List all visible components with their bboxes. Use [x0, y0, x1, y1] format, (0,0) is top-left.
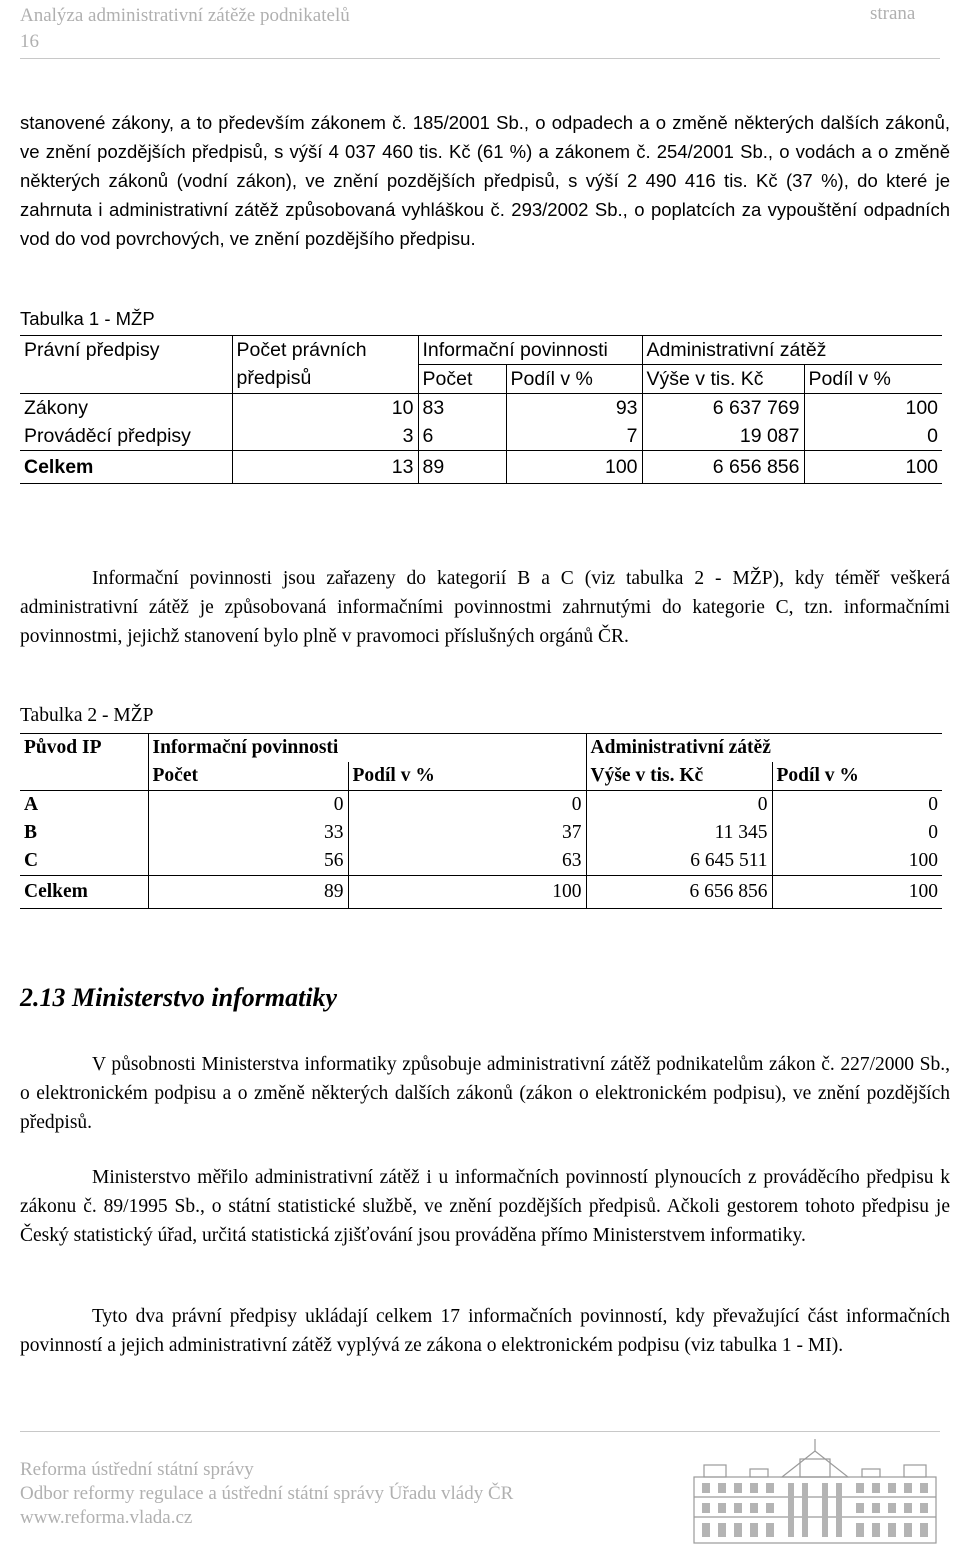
table-row	[20, 394, 942, 423]
t1-cell: 0	[927, 425, 939, 447]
t1-cell: 100	[905, 456, 939, 478]
t1-cell: Prováděcí předpisy	[20, 422, 232, 451]
paragraph-4: Ministerstvo měřilo administrativní zátěž i u informačních povinností plynoucích z prováděcího předpisu k zákonu č. 89/1995 Sb., o státní statistické službě, ve znění pozdějších předpisů. Ačkoli gestorem tohoto předpisu je Český statistický úřad, určitá statistická zjišťování jsou prováděna přímo Ministerstvem informatiky.	[20, 1167, 950, 1246]
footer-line-2: Odbor reformy regulace a ústřední státní správy Úřadu vlády ČR	[20, 1483, 514, 1504]
t2-cell: 0	[928, 794, 939, 815]
t2-cell: 63	[348, 847, 586, 876]
t1-cell: 6 637 769	[642, 394, 804, 423]
t1-cell: 10	[232, 394, 418, 423]
t2-cell: C	[20, 847, 148, 876]
paragraph-1: stanovené zákony, a to především zákonem č. 185/2001 Sb., o odpadech a o změně některých dalších zákonů, ve znění pozdějších předpisů, s výší 4 037 460 tis. Kč (61 %) a zákonem č. 254/2001 Sb., o vodách a o změně některých zákonů (vodní zákon), ve znění pozdějších předpisů, s výší 2 490 416 tis. Kč (37 %), do které je zahrnuta i administrativní zátěž způsobovaná vyhláškou č. 293/2002 Sb., o poplatcích za vypouštění odpadních vod do vod povrchových, ve znění pozdějšího předpisu.	[20, 112, 950, 249]
table2	[20, 733, 942, 909]
t2-cell: 89	[148, 876, 348, 909]
t2-cell: 11 345	[586, 819, 772, 847]
table1	[20, 335, 942, 484]
t1-cell: 13	[232, 451, 418, 484]
t1-cell: 83	[418, 394, 506, 423]
t2-header-puvod: Původ IP	[20, 734, 148, 763]
t2-cell: 6 645 511	[586, 847, 772, 876]
t2-cell: Celkem	[20, 876, 148, 909]
page-header	[20, 3, 350, 55]
section-heading: 2.13 Ministerstvo informatiky	[20, 983, 338, 1012]
t1-cell: 7	[506, 422, 642, 451]
t2-cell: 100	[348, 876, 586, 909]
t2-cell: 0	[928, 822, 939, 843]
paragraph-3: V působnosti Ministerstva informatiky způsobuje administrativní zátěž podnikatelům zákon č. 227/2000 Sb., o elektronickém podpisu a o změně některých dalších zákonů (zákon o elektronickém podpisu), ve znění pozdějších předpisů.	[20, 1054, 950, 1133]
t1-header-info: Informační povinnosti	[418, 336, 642, 365]
t2-header-vyse: Výše v tis. Kč	[586, 762, 772, 791]
t2-cell: 0	[348, 791, 586, 820]
header-title: Analýza administrativní zátěže podnikatelů	[20, 5, 350, 26]
t1-header-pocet-pravnich: Počet právních předpisů	[232, 336, 418, 394]
t1-cell: 19 087	[642, 422, 804, 451]
t2-cell: 56	[148, 847, 348, 876]
t1-cell: 100	[506, 451, 642, 484]
table-row	[20, 819, 942, 847]
t1-header-pravni: Právní předpisy	[20, 336, 232, 394]
header-page-number: 16	[20, 31, 39, 52]
t1-cell: Zákony	[20, 394, 232, 423]
t2-header-podil: Podíl v %	[348, 762, 586, 791]
t1-header-admin: Administrativní zátěž	[642, 336, 942, 365]
government-building-icon	[690, 1437, 940, 1547]
t1-header-podil: Podíl v %	[506, 365, 642, 394]
t2-cell: 100	[908, 850, 939, 871]
table2-caption: Tabulka 2 - MŽP	[20, 705, 154, 726]
table1-caption: Tabulka 1 - MŽP	[20, 308, 155, 329]
t1-cell: 93	[506, 394, 642, 423]
t2-header-info: Informační povinnosti	[148, 734, 586, 763]
t2-cell: A	[20, 791, 148, 820]
t1-cell: Celkem	[20, 451, 232, 484]
t2-cell: 0	[586, 791, 772, 820]
footer-line-1: Reforma ústřední státní správy	[20, 1459, 254, 1480]
t2-cell: B	[20, 819, 148, 847]
t1-cell: 3	[232, 422, 418, 451]
t2-header-empty	[20, 762, 148, 791]
header-rule	[20, 58, 940, 59]
paragraph-2: Informační povinnosti jsou zařazeny do kategorií B a C (viz tabulka 2 - MŽP), kdy téměř veškerá administrativní zátěž je způsobovaná informačními povinnostmi zahrnutými do kategorie C, tzn. informačními povinnostmi, jejichž stanovení bylo plně v pravomoci příslušných orgánů ČR.	[20, 568, 950, 647]
t1-cell: 89	[418, 451, 506, 484]
t2-header-pocet: Počet	[148, 762, 348, 791]
table-total-row	[20, 876, 942, 909]
t2-cell: 100	[908, 881, 939, 902]
paragraph-5: Tyto dva právní předpisy ukládají celkem 17 informačních povinností, kdy převažující část informačních povinností a jejich administrativní zátěž vyplývá ze zákona o elektronickém podpisu (viz tabulka 1 - MI).	[20, 1306, 950, 1356]
t1-cell: 6	[418, 422, 506, 451]
t2-header-admin: Administrativní zátěž	[590, 737, 771, 758]
t1-cell: 100	[905, 397, 939, 419]
table-row	[20, 422, 942, 451]
t2-cell: 37	[348, 819, 586, 847]
t1-header-podil2: Podíl v %	[808, 368, 891, 390]
table-total-row	[20, 451, 942, 484]
t1-header-pocet: Počet	[418, 365, 506, 394]
t2-cell: 0	[148, 791, 348, 820]
t2-cell: 6 656 856	[586, 876, 772, 909]
t2-header-podil2: Podíl v %	[776, 765, 859, 786]
table-row	[20, 847, 942, 876]
t1-header-vyse: Výše v tis. Kč	[642, 365, 804, 394]
header-page-label: strana	[870, 3, 916, 24]
t2-cell: 33	[148, 819, 348, 847]
table-row	[20, 791, 942, 820]
t1-cell: 6 656 856	[642, 451, 804, 484]
footer-rule	[20, 1431, 940, 1432]
footer-line-3: www.reforma.vlada.cz	[20, 1507, 193, 1528]
